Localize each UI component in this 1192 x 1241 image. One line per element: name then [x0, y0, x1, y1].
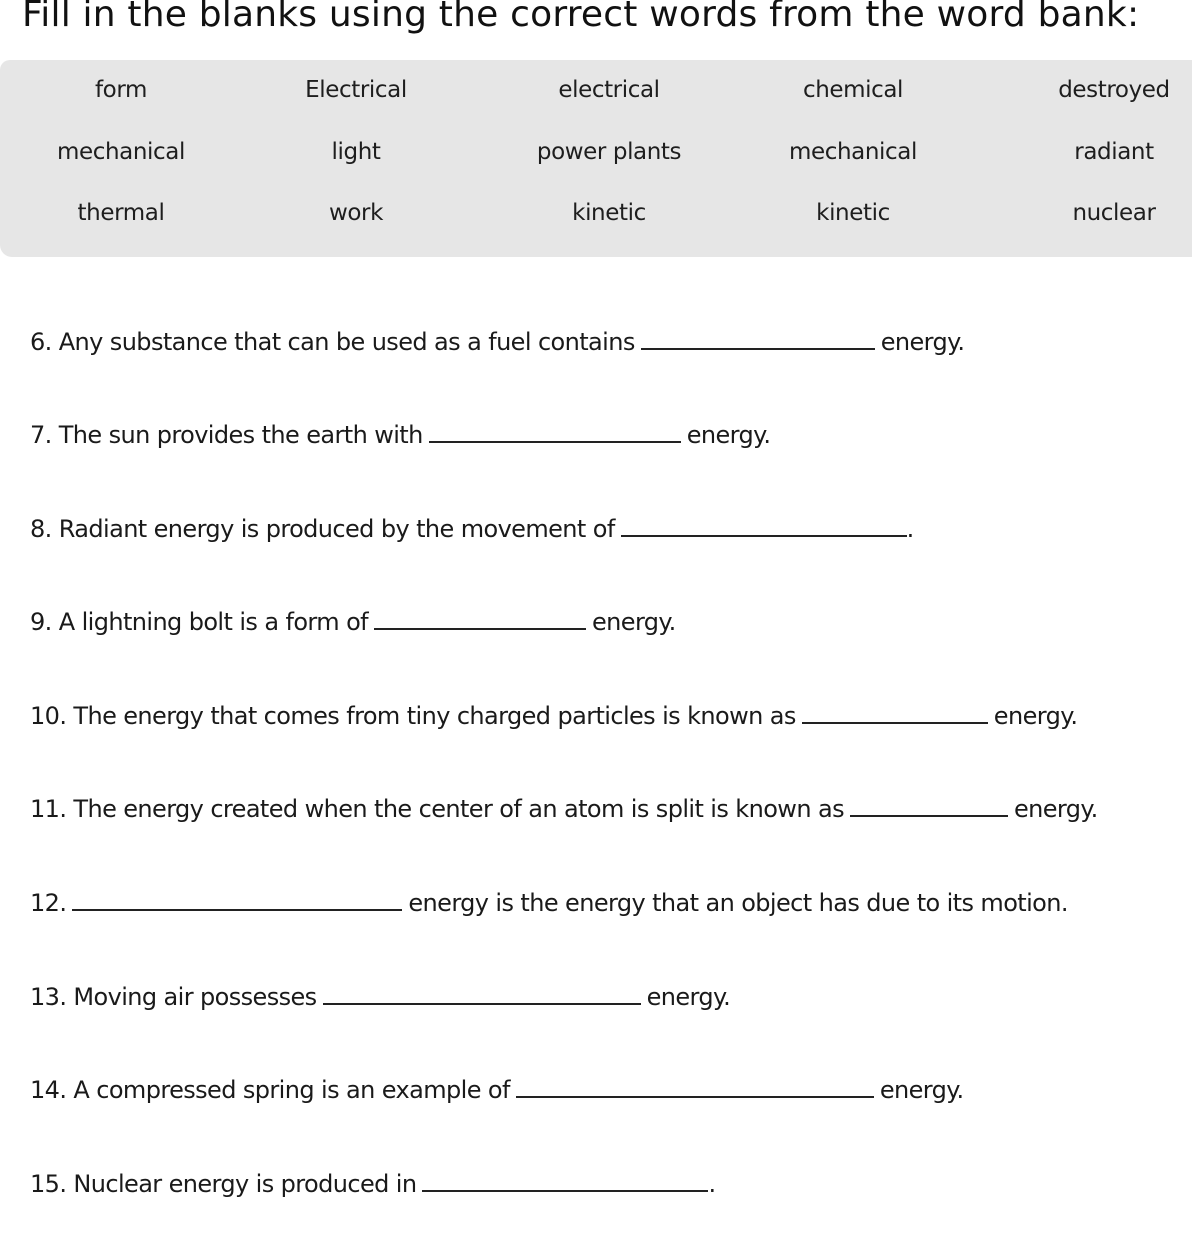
- question-13: [30, 983, 730, 1011]
- question-text: 8. Radiant energy is produced by the movement of: [30, 515, 615, 543]
- word-bank-item: thermal: [77, 200, 165, 226]
- question-10: [30, 702, 1077, 730]
- page-title: Fill in the blanks using the correct words from the word bank:: [22, 0, 1140, 35]
- answer-blank[interactable]: [429, 423, 681, 443]
- question-text: 11. The energy created when the center of an atom is split is known as: [30, 795, 844, 823]
- word-bank-item: kinetic: [816, 200, 890, 226]
- answer-blank[interactable]: [323, 985, 641, 1005]
- word-bank-item: mechanical: [57, 139, 185, 165]
- question-suffix: .: [906, 515, 914, 543]
- question-text: 14. A compressed spring is an example of: [30, 1076, 510, 1104]
- answer-blank[interactable]: [516, 1078, 874, 1098]
- question-suffix: energy.: [993, 702, 1078, 730]
- question-8: [30, 515, 914, 543]
- question-12: [30, 889, 1068, 917]
- word-bank-item: power plants: [536, 139, 682, 165]
- question-11: [30, 795, 1098, 823]
- question-15: [30, 1170, 716, 1198]
- question-suffix: energy.: [880, 328, 965, 356]
- word-bank-item: mechanical: [789, 139, 917, 165]
- question-text: 7. The sun provides the earth with: [30, 421, 423, 449]
- answer-blank[interactable]: [621, 517, 907, 537]
- question-suffix: energy.: [686, 421, 771, 449]
- answer-blank[interactable]: [850, 797, 1008, 817]
- word-bank-item: chemical: [802, 77, 904, 103]
- answer-blank[interactable]: [374, 610, 586, 630]
- word-bank-item: radiant: [1074, 139, 1154, 165]
- question-suffix: energy.: [1013, 795, 1098, 823]
- word-bank-item: electrical: [558, 77, 660, 103]
- question-suffix: energy.: [879, 1076, 964, 1104]
- question-suffix: energy is the energy that an object has due to its motion.: [408, 889, 1068, 917]
- question-suffix: .: [708, 1170, 716, 1198]
- word-bank-item: kinetic: [572, 200, 646, 226]
- question-text: 10. The energy that comes from tiny charged particles is known as: [30, 702, 796, 730]
- question-9: [30, 608, 676, 636]
- answer-blank[interactable]: [72, 891, 402, 911]
- word-bank-item: form: [94, 77, 148, 103]
- question-suffix: energy.: [646, 983, 731, 1011]
- word-bank-item: work: [328, 200, 384, 226]
- question-text: 9. A lightning bolt is a form of: [30, 608, 368, 636]
- question-text: 12.: [30, 889, 67, 917]
- answer-blank[interactable]: [422, 1172, 708, 1192]
- answer-blank[interactable]: [802, 704, 988, 724]
- word-bank-item: Electrical: [305, 77, 407, 103]
- question-text: 6. Any substance that can be used as a fuel contains: [30, 328, 635, 356]
- question-suffix: energy.: [592, 608, 676, 636]
- word-bank-item: destroyed: [1058, 77, 1170, 103]
- question-7: [30, 421, 770, 449]
- word-bank-item: nuclear: [1072, 200, 1156, 226]
- question-6: [30, 328, 964, 356]
- word-bank-item: light: [331, 139, 381, 165]
- word-bank: [0, 60, 1192, 257]
- question-text: 13. Moving air possesses: [30, 983, 317, 1011]
- answer-blank[interactable]: [641, 330, 875, 350]
- question-text: 15. Nuclear energy is produced in: [30, 1170, 417, 1198]
- question-14: [30, 1076, 963, 1104]
